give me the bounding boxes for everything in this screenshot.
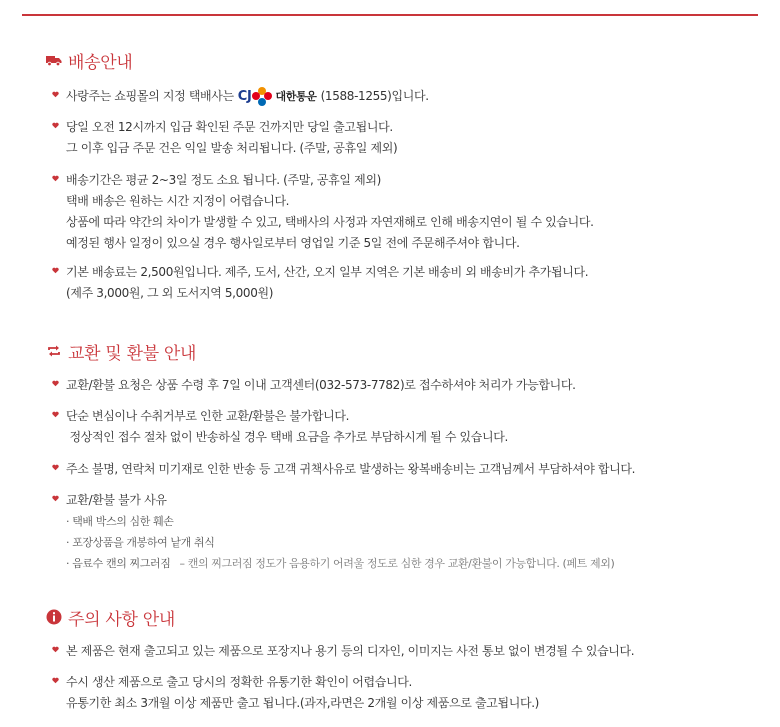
cj-logo-name: 대한통운 (275, 90, 317, 103)
heart-bullet-icon (52, 91, 59, 98)
exchange-arrows-icon (46, 343, 62, 359)
carrier-text-post: (1588-1255)입니다. (320, 89, 429, 103)
item-line: 예정된 행사 일정이 있으실 경우 행사일로부터 영업일 기준 5일 전에 주문해주셔야 합니다. (66, 236, 520, 250)
cj-logo-letters: CJ (237, 89, 252, 104)
list-item (52, 672, 752, 714)
item-line: 택배 배송은 원하는 시간 지정이 어렵습니다. (66, 194, 290, 208)
caution-title (46, 604, 766, 630)
item-line: 단순 변심이나 수취거부로 인한 교환/환불은 불가합니다. (66, 409, 350, 423)
list-item (52, 459, 752, 480)
heart-bullet-icon (52, 122, 59, 129)
shipping-title (46, 47, 766, 73)
heart-bullet-icon (52, 267, 59, 274)
shipping-section (46, 47, 766, 73)
heart-bullet-icon (52, 464, 59, 471)
item-line: 본 제품은 현재 출고되고 있는 제품으로 포장지나 용기 등의 디자인, 이미지는 사전 통보 없이 변경될 수 있습니다. (66, 644, 635, 658)
cj-logo (238, 86, 317, 108)
reason-line (66, 511, 752, 532)
item-line: 당일 오전 12시까지 입금 확인된 주문 건까지만 당일 출고됩니다. (66, 120, 393, 134)
list-item (52, 641, 752, 662)
exchange-section (46, 338, 766, 364)
item-line: 기본 배송료는 2,500원입니다. 제주, 도서, 산간, 오지 일부 지역은 기본 배송비 외 배송비가 추가됩니다. (66, 265, 589, 279)
item-line: 교환/환불 불가 사유 (66, 493, 167, 507)
reason-text: · 음료수 캔의 찌그러짐 (66, 557, 171, 570)
heart-bullet-icon (52, 411, 59, 418)
list-item (52, 170, 752, 254)
list-item (52, 86, 752, 107)
cj-flower-icon (251, 86, 273, 108)
caution-title-text: 주의 사항 안내 (68, 609, 175, 630)
item-line: 정상적인 접수 절차 없이 반송하실 경우 택배 요금을 추가로 부담하시게 될 수 있습니다. (66, 430, 508, 444)
reason-extra: – 캔의 찌그러짐 정도가 음용하기 어려울 정도로 심한 경우 교환/환불이 가능합니다. (페트 제외) (179, 557, 615, 570)
list-item (52, 406, 752, 448)
heart-bullet-icon (52, 380, 59, 387)
item-line: 상품에 따라 약간의 차이가 발생할 수 있고, 택배사의 사정과 자연재해로 인해 배송지연이 될 수 있습니다. (66, 215, 594, 229)
item-line: 배송기간은 평균 2~3일 정도 소요 됩니다. (주말, 공휴일 제외) (66, 173, 381, 187)
heart-bullet-icon (52, 677, 59, 684)
shipping-title-text: 배송안내 (68, 52, 133, 73)
list-item (52, 262, 752, 304)
top-divider (22, 14, 758, 16)
reason-line (66, 532, 752, 553)
exchange-title (46, 338, 766, 364)
info-circle-icon (46, 609, 62, 625)
item-line: 수시 생산 제품으로 출고 당시의 정확한 유통기한 확인이 어렵습니다. (66, 675, 412, 689)
heart-bullet-icon (52, 646, 59, 653)
reason-line (66, 553, 752, 574)
reason-text: · 택배 박스의 심한 훼손 (66, 515, 174, 528)
heart-bullet-icon (52, 495, 59, 502)
caution-section (46, 604, 766, 630)
truck-icon (46, 52, 62, 68)
item-line: 유통기한 최소 3개월 이상 제품만 출고 됩니다.(과자,라면은 2개월 이상 제품으로 출고됩니다.) (66, 696, 539, 710)
heart-bullet-icon (52, 175, 59, 182)
item-line: (제주 3,000원, 그 외 도서지역 5,000원) (66, 286, 274, 300)
exchange-title-text: 교환 및 환불 안내 (68, 343, 197, 364)
list-item (52, 117, 752, 159)
item-line: 주소 불명, 연락처 미기재로 인한 반송 등 고객 귀책사유로 발생하는 왕복배송비는 고객님께서 부담하셔야 합니다. (66, 462, 636, 476)
reason-text: · 포장상품을 개봉하여 낱개 취식 (66, 536, 215, 549)
list-item (52, 375, 752, 396)
carrier-text-pre: 사랑주는 쇼핑몰의 지정 택배사는 (66, 89, 234, 103)
list-item (52, 490, 752, 574)
item-line: 교환/환불 요청은 상품 수령 후 7일 이내 고객센터(032-573-7782)로 접수하셔야 처리가 가능합니다. (66, 378, 576, 392)
item-line: 그 이후 입금 주문 건은 익일 발송 처리됩니다. (주말, 공휴일 제외) (66, 141, 398, 155)
